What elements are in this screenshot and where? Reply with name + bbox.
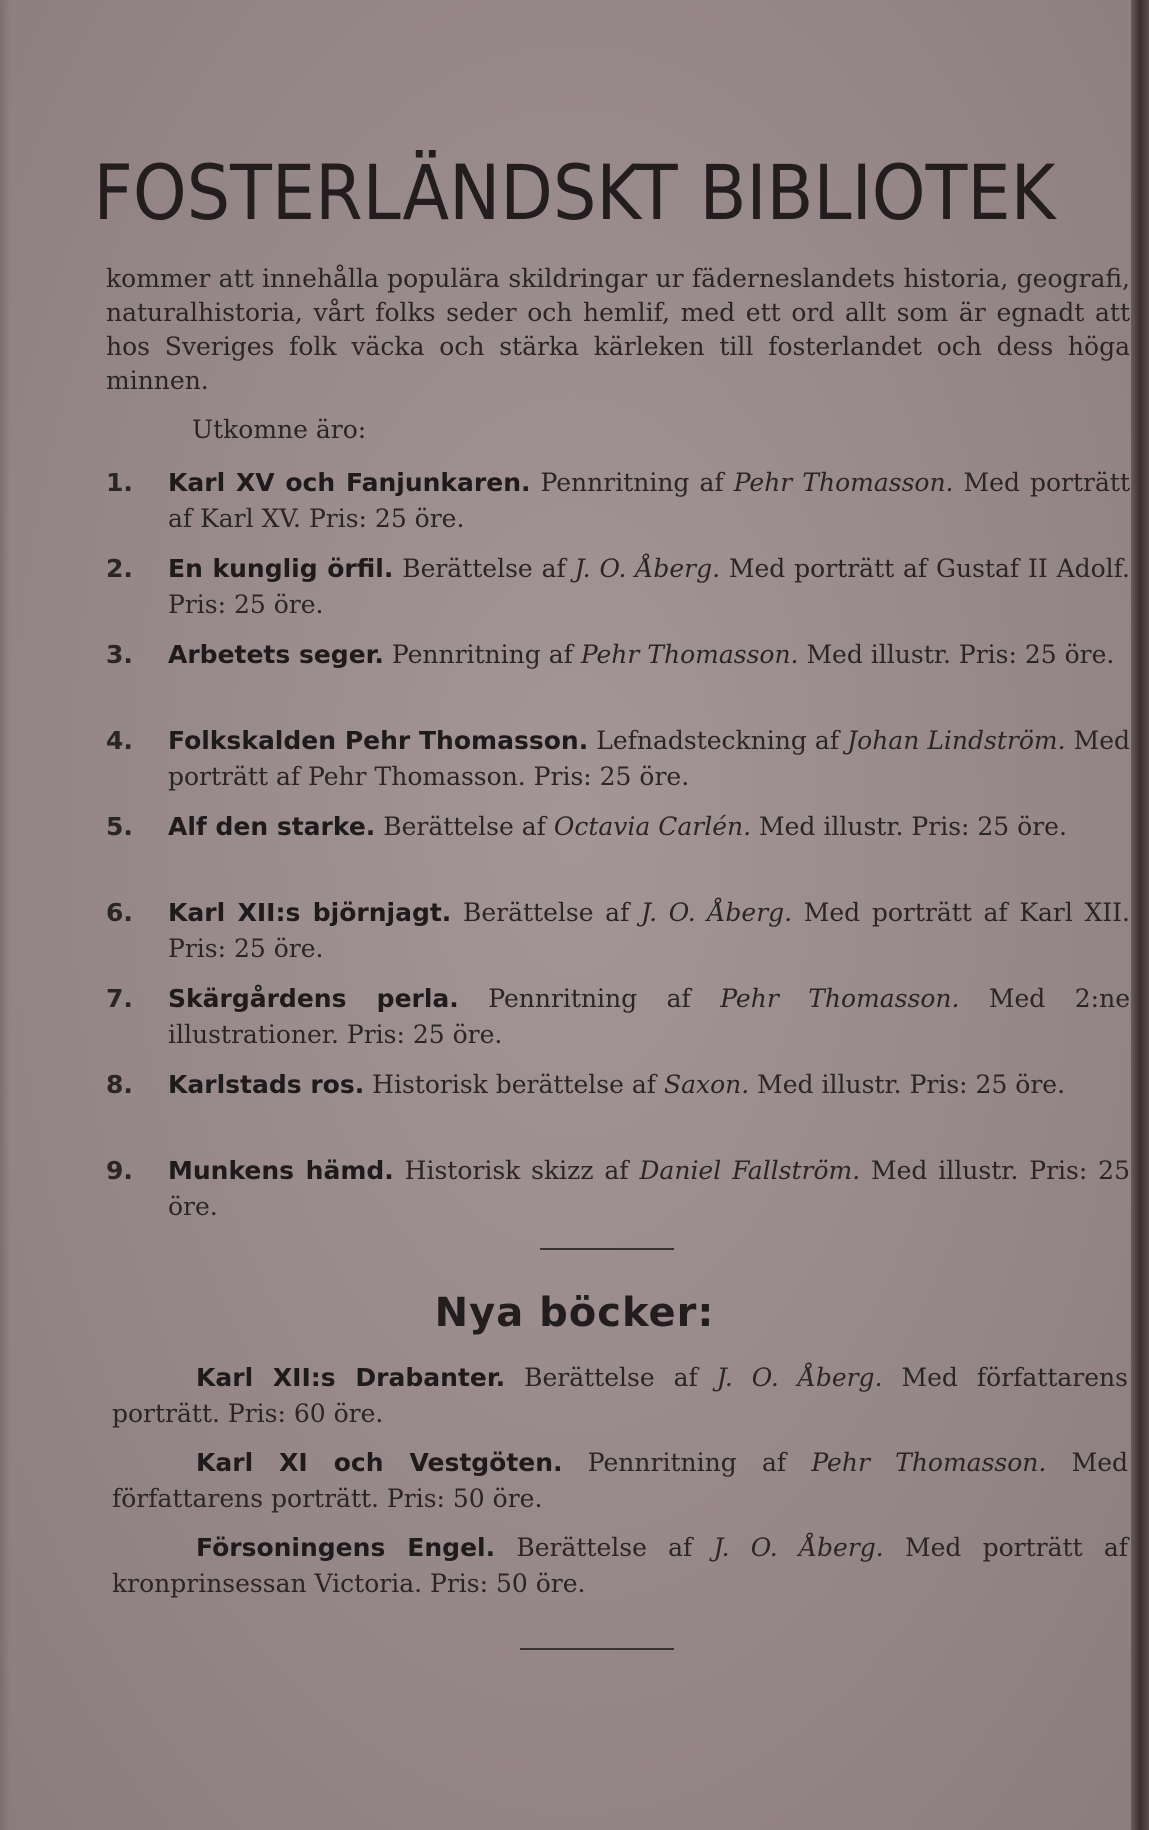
list-item: [106, 895, 1130, 981]
book-title: Skärgårdens perla.: [168, 984, 459, 1013]
item-number: 3.: [106, 640, 133, 669]
book-author: Pehr Thomasson.: [720, 984, 960, 1013]
book-spine: [1131, 0, 1149, 1830]
book-title: Karl XII:s björnjagt.: [168, 898, 452, 927]
book-details: Med porträtt af Gustaf II Adolf. Pris: 25 öre.: [168, 554, 1130, 619]
book-details: Med porträtt af kronprinsessan Victoria. Pris: 50 öre.: [112, 1533, 1128, 1598]
book-desc: Pennritning af: [562, 1448, 812, 1477]
book-author: Pehr Thomasson.: [580, 640, 799, 669]
book-title: Folkskalden Pehr Thomasson.: [168, 726, 589, 755]
list-item: [106, 723, 1130, 809]
book-details: Med författarens porträtt. Pris: 60 öre.: [112, 1363, 1128, 1428]
new-books-list: [112, 1360, 1128, 1615]
item-number: 7.: [106, 984, 133, 1013]
book-author: Daniel Fallström.: [639, 1156, 861, 1185]
divider: [540, 1248, 674, 1250]
book-details: Med porträtt af Karl XV. Pris: 25 öre.: [168, 468, 1130, 533]
new-books-heading: Nya böcker:: [434, 1290, 715, 1336]
list-item: [112, 1445, 1128, 1517]
item-number: 8.: [106, 1070, 133, 1099]
list-item: [112, 1530, 1128, 1602]
book-details: Med illustr. Pris: 25 öre.: [751, 812, 1067, 841]
book-title: En kunglig örfil.: [168, 554, 394, 583]
book-author: Octavia Carlén.: [553, 812, 752, 841]
book-desc: Berättelse af: [375, 812, 554, 841]
book-desc: Berättelse af: [505, 1363, 717, 1392]
book-title: Karl XV och Fanjunkaren.: [168, 468, 531, 497]
book-details: Med illustr. Pris: 25 öre.: [749, 1070, 1066, 1099]
item-number: 4.: [106, 726, 133, 755]
item-number: 2.: [106, 554, 133, 583]
book-title: Arbetets seger.: [168, 640, 384, 669]
book-desc: Historisk skizz af: [393, 1156, 640, 1185]
book-details: Med illustr. Pris: 25 öre.: [168, 1156, 1130, 1221]
item-number: 1.: [106, 468, 133, 497]
book-title: Alf den starke.: [168, 812, 376, 841]
book-desc: Historisk berättelse af: [364, 1070, 664, 1099]
list-item: [106, 637, 1130, 723]
book-desc: Berättelse af: [451, 898, 641, 927]
book-author: Saxon.: [663, 1070, 750, 1099]
book-title: Karl XI och Vestgöten.: [196, 1448, 563, 1477]
book-title: Försoningens Engel.: [196, 1533, 496, 1562]
list-item: [106, 465, 1130, 551]
book-author: Pehr Thomasson.: [811, 1448, 1047, 1477]
book-details: Med författarens porträtt. Pris: 50 öre.: [112, 1448, 1129, 1513]
page-title: FOSTERLÄNDSKT BIBLIOTEK: [93, 148, 1056, 237]
item-number: 5.: [106, 812, 133, 841]
list-item: [106, 551, 1130, 637]
book-desc: Pennritning af: [383, 640, 581, 669]
book-author: Pehr Thomasson.: [733, 468, 954, 497]
item-number: 6.: [106, 898, 133, 927]
book-details: Med porträtt af Pehr Thomasson. Pris: 25 öre.: [168, 726, 1131, 791]
book-details: Med porträtt af Karl XII. Pris: 25 öre.: [168, 898, 1131, 963]
intro-paragraph: kommer att innehålla populära skildringar ur fäderneslandets historia, geografi, naturalhistoria, vårt folks seder och hemlif, med ett ord allt som är egnadt att hos Sveriges folk väcka och stärka kärleken till fosterlandet och dess höga minnen.: [106, 264, 1130, 395]
book-author: J. O. Åberg.: [574, 554, 721, 583]
book-title: Munkens hämd.: [168, 1156, 394, 1185]
book-desc: Pennritning af: [530, 468, 734, 497]
book-desc: Berättelse af: [393, 554, 575, 583]
divider: [520, 1648, 674, 1650]
list-item: [106, 981, 1130, 1067]
published-list: [106, 465, 1130, 1239]
item-number: 9.: [106, 1156, 133, 1185]
book-author: J. O. Åberg.: [716, 1363, 883, 1392]
list-item: [106, 809, 1130, 895]
book-desc: Lefnadsteckning af: [588, 726, 848, 755]
book-author: Johan Lindström.: [847, 726, 1066, 755]
list-item: [106, 1067, 1130, 1153]
book-author: J. O. Åberg.: [713, 1533, 884, 1562]
book-title: Karl XII:s Drabanter.: [196, 1363, 506, 1392]
book-title: Karlstads ros.: [168, 1070, 365, 1099]
page-edge-shadow: [0, 0, 10, 1830]
book-author: J. O. Åberg.: [641, 898, 793, 927]
list-item: [106, 1153, 1130, 1239]
book-details: Med illustr. Pris: 25 öre.: [798, 640, 1115, 669]
book-details: Med 2:ne illustrationer. Pris: 25 öre.: [168, 984, 1130, 1049]
book-desc: Pennritning af: [458, 984, 721, 1013]
published-heading: Utkomne äro:: [192, 415, 367, 444]
book-desc: Berättelse af: [495, 1533, 714, 1562]
list-item: [112, 1360, 1128, 1432]
